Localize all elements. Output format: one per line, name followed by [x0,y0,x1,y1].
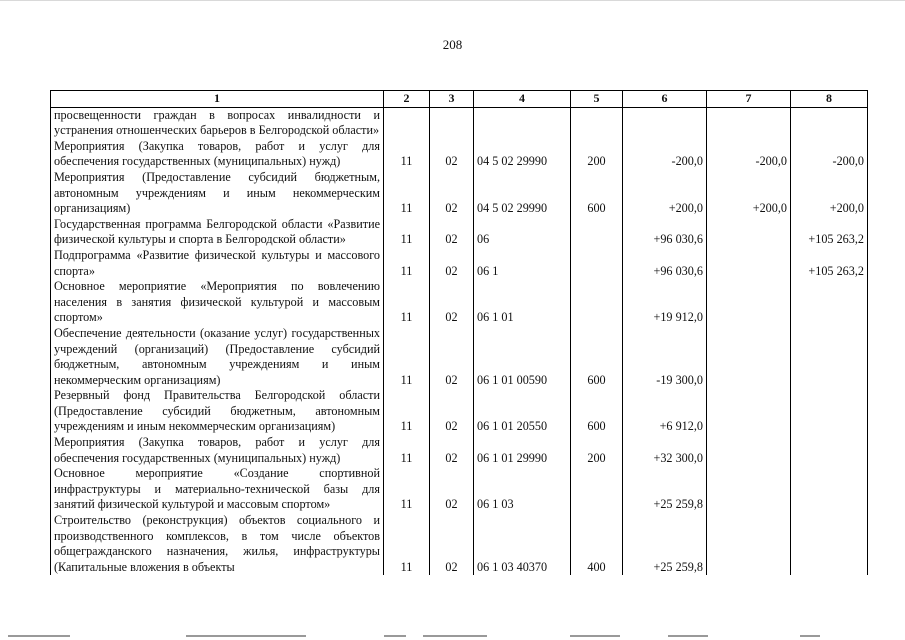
row-subsection: 02 [430,466,474,513]
row-description: Строительство (реконструкция) объектов социального и производственного комплексов, в том числе объектов общегражданского назначения, жилья, инфраструктуры (Капитальные вложения в объекты [51,513,384,575]
row-amount-col6: +25 259,8 [623,466,707,513]
row-target-code: 06 1 01 29990 [474,435,571,466]
row-target-code: 06 1 03 [474,466,571,513]
row-description: Мероприятия (Закупка товаров, работ и услуг для обеспечения государственных (муниципальных) нужд) [51,139,384,170]
row-target-code: 06 1 01 [474,279,571,326]
row-subsection: 02 [430,139,474,170]
row-section [384,107,430,139]
row-expense-type [571,279,623,326]
row-subsection: 02 [430,217,474,248]
row-description: Резервный фонд Правительства Белгородской области (Предоставление субсидий бюджетным, автономным учреждениям и иным некоммерческим организациям) [51,388,384,435]
table-row [51,435,868,466]
row-amount-col6 [623,107,707,139]
col-header-8: 8 [791,91,868,108]
table-body [51,107,868,575]
row-expense-type [571,217,623,248]
row-subsection: 02 [430,388,474,435]
row-amount-col8: +200,0 [791,170,868,217]
table-row [51,217,868,248]
header-row [51,91,868,108]
row-amount-col8 [791,435,868,466]
row-section: 11 [384,170,430,217]
row-amount-col7 [707,279,791,326]
row-description: Мероприятия (Предоставление субсидий бюджетным, автономным учреждениям и иным некоммерческим организациям) [51,170,384,217]
row-amount-col6: -200,0 [623,139,707,170]
row-amount-col8: +105 263,2 [791,248,868,279]
row-amount-col8 [791,388,868,435]
row-description: Мероприятия (Закупка товаров, работ и услуг для обеспечения государственных (муниципальных) нужд) [51,435,384,466]
row-description: Основное мероприятие «Мероприятия по вовлечению населения в занятия физической культурой и массовым спортом» [51,279,384,326]
row-expense-type: 600 [571,388,623,435]
row-section: 11 [384,248,430,279]
row-subsection: 02 [430,279,474,326]
scan-mark [423,635,487,637]
row-description: Государственная программа Белгородской области «Развитие физической культуры и спорта в Белгородской области» [51,217,384,248]
row-amount-col6: +25 259,8 [623,513,707,575]
row-expense-type: 200 [571,139,623,170]
row-description: Обеспечение деятельности (оказание услуг) государственных учреждений (организаций) (Предоставление субсидий бюджетным, автономным учреждениям и иным некоммерческим организациям) [51,326,384,388]
row-subsection: 02 [430,513,474,575]
row-target-code: 04 5 02 29990 [474,170,571,217]
row-target-code: 04 5 02 29990 [474,139,571,170]
row-amount-col8 [791,279,868,326]
table-header [51,91,868,108]
scan-mark [186,635,306,637]
row-amount-col8 [791,326,868,388]
row-amount-col8 [791,466,868,513]
row-expense-type: 600 [571,326,623,388]
row-amount-col7 [707,248,791,279]
scan-mark [800,635,820,637]
bottom-scan-edge [0,632,905,640]
row-amount-col7 [707,388,791,435]
row-amount-col7 [707,466,791,513]
row-amount-col7: -200,0 [707,139,791,170]
col-header-5: 5 [571,91,623,108]
table-row [51,107,868,139]
row-amount-col6: +32 300,0 [623,435,707,466]
row-amount-col7 [707,217,791,248]
row-amount-col7 [707,326,791,388]
row-expense-type [571,248,623,279]
table-row [51,513,868,575]
row-subsection [430,107,474,139]
row-expense-type: 600 [571,170,623,217]
row-amount-col7 [707,435,791,466]
col-header-2: 2 [384,91,430,108]
scan-mark [668,635,708,637]
row-section: 11 [384,326,430,388]
row-target-code: 06 1 01 20550 [474,388,571,435]
row-target-code [474,107,571,139]
row-expense-type [571,107,623,139]
row-section: 11 [384,279,430,326]
col-header-7: 7 [707,91,791,108]
row-amount-col8: -200,0 [791,139,868,170]
row-section: 11 [384,139,430,170]
row-amount-col7: +200,0 [707,170,791,217]
table-row [51,170,868,217]
budget-table [50,90,868,575]
row-subsection: 02 [430,435,474,466]
row-amount-col8 [791,107,868,139]
col-header-3: 3 [430,91,474,108]
scan-mark [570,635,620,637]
row-amount-col6: +96 030,6 [623,248,707,279]
row-amount-col8: +105 263,2 [791,217,868,248]
row-subsection: 02 [430,326,474,388]
row-section: 11 [384,466,430,513]
col-header-4: 4 [474,91,571,108]
row-target-code: 06 1 [474,248,571,279]
row-expense-type: 400 [571,513,623,575]
row-amount-col6: +19 912,0 [623,279,707,326]
table-row [51,248,868,279]
row-amount-col6: -19 300,0 [623,326,707,388]
scan-mark [384,635,406,637]
row-target-code: 06 [474,217,571,248]
row-amount-col7 [707,107,791,139]
row-description: Подпрограмма «Развитие физической культуры и массового спорта» [51,248,384,279]
row-section: 11 [384,435,430,466]
row-section: 11 [384,513,430,575]
row-description: Основное мероприятие «Создание спортивной инфраструктуры и материально-технической базы для занятий физической культурой и массовым спортом» [51,466,384,513]
row-expense-type: 200 [571,435,623,466]
row-target-code: 06 1 03 40370 [474,513,571,575]
row-amount-col7 [707,513,791,575]
row-amount-col6: +96 030,6 [623,217,707,248]
table-row [51,139,868,170]
row-amount-col6: +200,0 [623,170,707,217]
table-row [51,326,868,388]
col-header-6: 6 [623,91,707,108]
row-amount-col6: +6 912,0 [623,388,707,435]
row-amount-col8 [791,513,868,575]
row-section: 11 [384,388,430,435]
table-row [51,279,868,326]
row-section: 11 [384,217,430,248]
col-header-1: 1 [51,91,384,108]
row-subsection: 02 [430,170,474,217]
row-description: просвещенности граждан в вопросах инвалидности и устранения отношенческих барьеров в Белгородской области» [51,107,384,139]
table-row [51,466,868,513]
row-subsection: 02 [430,248,474,279]
table-row [51,388,868,435]
scan-mark [8,635,70,637]
row-target-code: 06 1 01 00590 [474,326,571,388]
page-number: 208 [442,37,463,52]
row-expense-type [571,466,623,513]
top-scan-edge [0,0,905,1]
